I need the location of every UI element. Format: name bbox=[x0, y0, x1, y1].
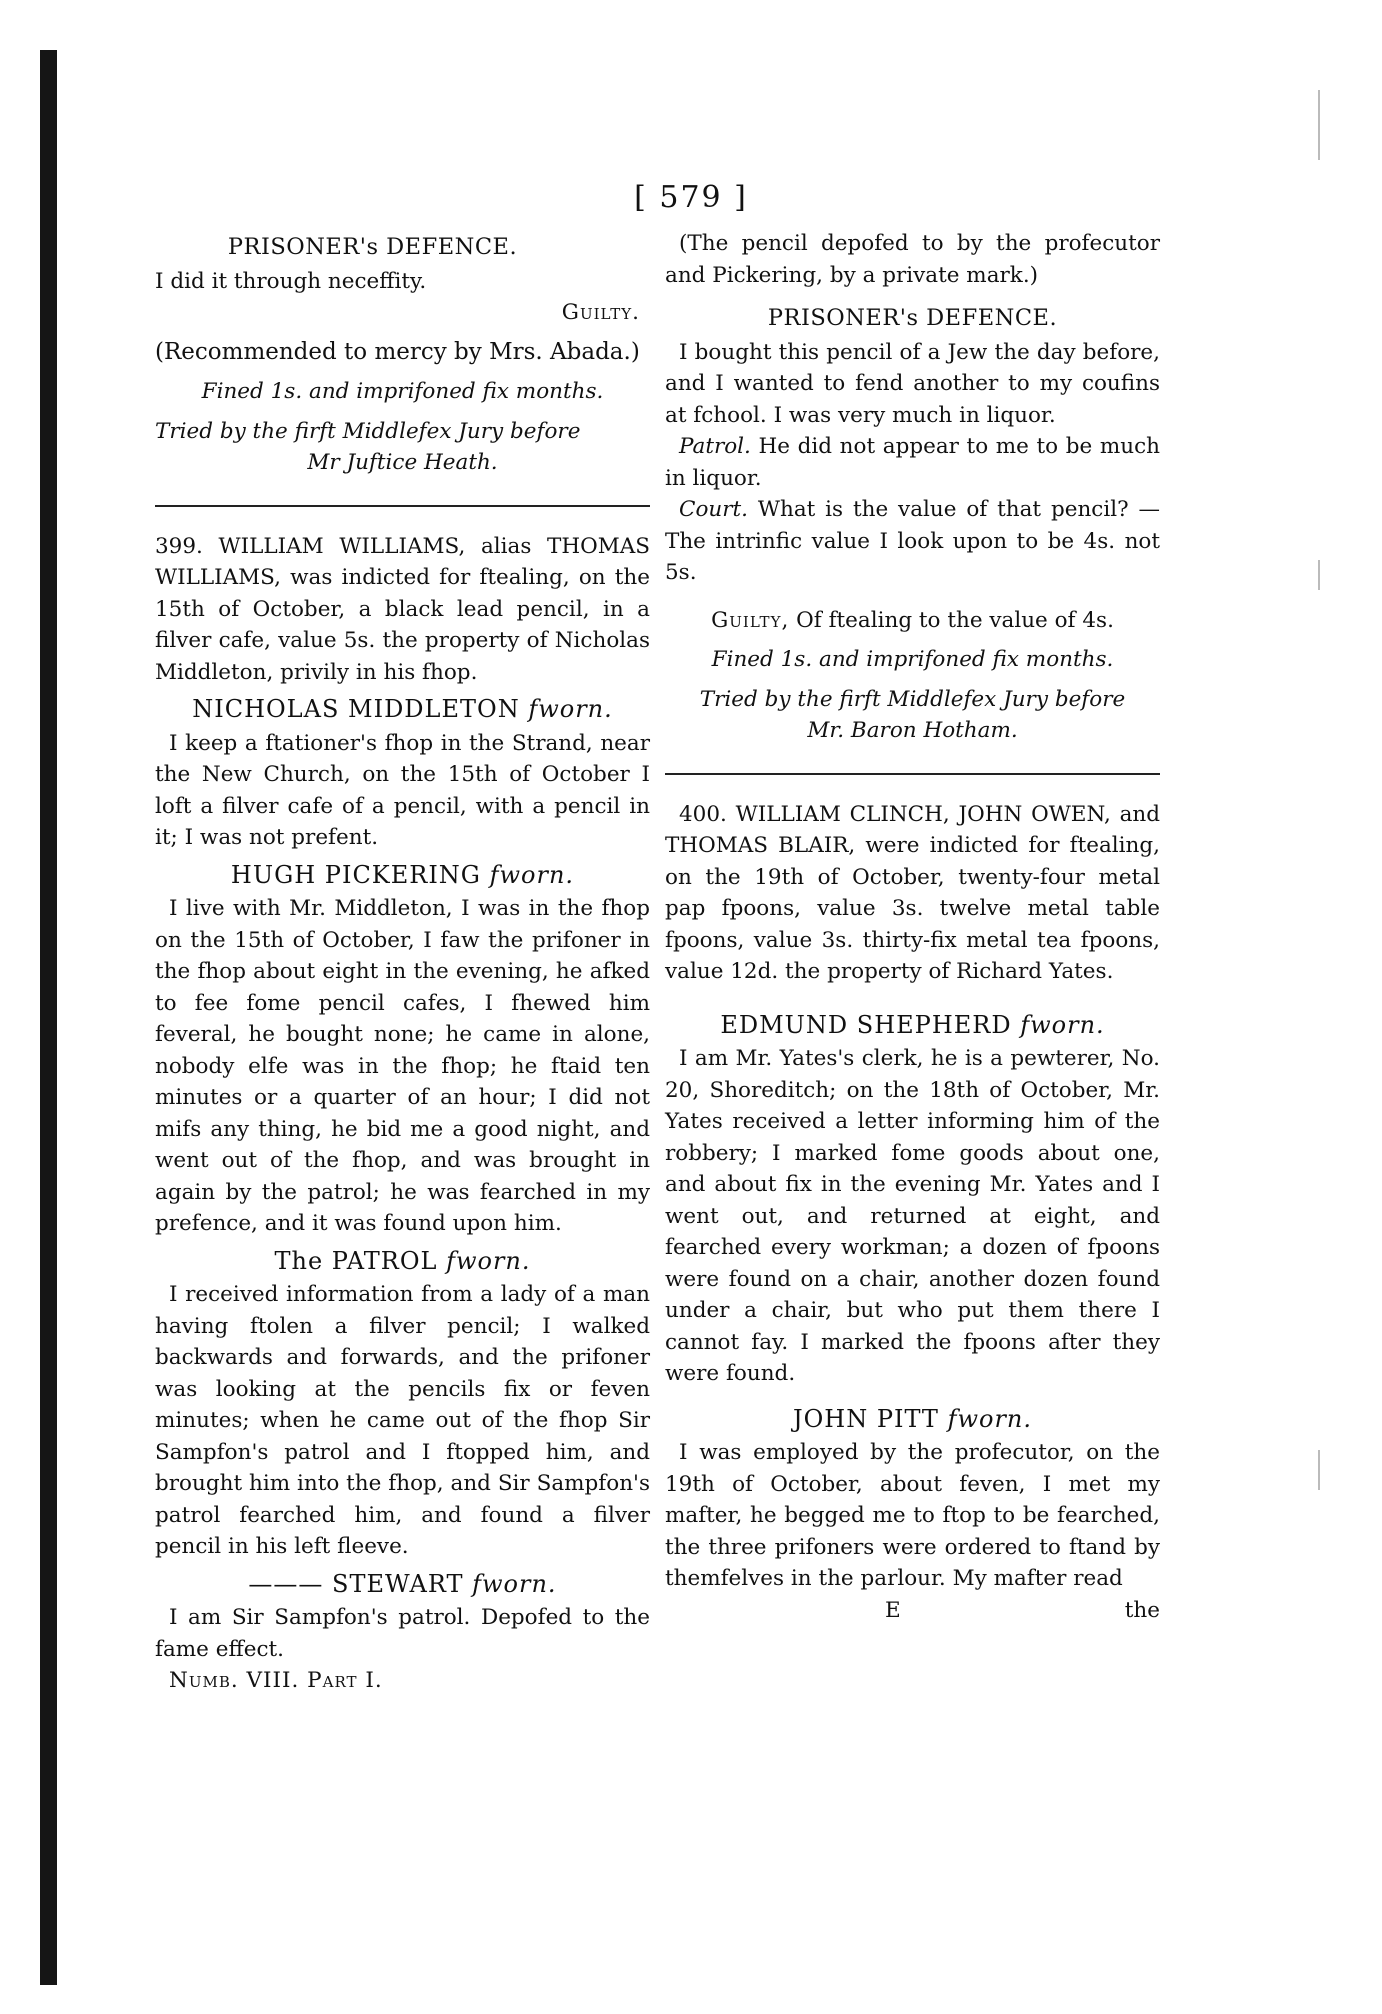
testimony: I was employed by the profecutor, on the 19th of October, about feven, I met my mafter, he begged me to ftop to be fearched, the three prifoners were ordered to ftand by themfelves in the parlour. My mafter read bbox=[665, 1440, 1160, 1591]
section-heading: PRISONER's DEFENCE. bbox=[767, 305, 1058, 331]
statement-text: He did not appear to me to be much in liquor. bbox=[665, 434, 1160, 491]
verdict bbox=[665, 605, 1160, 637]
sworn-label: fworn. bbox=[472, 1569, 557, 1598]
sworn-label: fworn. bbox=[947, 1404, 1033, 1433]
signature-footer: Numb. VIII. Part I. bbox=[169, 1668, 383, 1693]
case-paragraph: 400. WILLIAM CLINCH, JOHN OWEN, and THOMAS BLAIR, were indicted for ftealing, on the 19th of October, twenty-four metal pap fpoons, value 3s. twelve metal table fpoons, value 3s. thirty-fix metal tea fpoons, value 12d. the property of Richard Yates. bbox=[665, 801, 1160, 984]
section-heading: PRISONER's DEFENCE. bbox=[227, 234, 518, 260]
verdict-text: Of ftealing to the value of 4s. bbox=[796, 607, 1114, 633]
margin-mark bbox=[1318, 90, 1320, 160]
witness-name: ——— STEWART bbox=[248, 1569, 464, 1598]
paragraph: I did it through neceffity. bbox=[155, 268, 427, 294]
witness-heading bbox=[665, 1404, 1160, 1436]
margin-mark bbox=[1318, 1450, 1320, 1490]
judge-line: Mr Juftice Heath. bbox=[307, 450, 498, 475]
witness-heading bbox=[665, 1010, 1160, 1042]
page-footer bbox=[665, 1595, 1160, 1627]
witness-heading bbox=[155, 1569, 650, 1601]
sworn-label: fworn. bbox=[528, 695, 613, 723]
page-edge-shadow bbox=[40, 50, 57, 1985]
trial-line: Tried by the firft Middlefex Jury before bbox=[155, 418, 581, 444]
catchword: the bbox=[1124, 1597, 1160, 1623]
sworn-label: fworn. bbox=[1020, 1010, 1105, 1039]
testimony: I am Mr. Yates's clerk, he is a pewterer, No. 20, Shoreditch; on the 18th of October, Mr. Yates received a letter informing him of the robbery; I marked fome goods about one, and about fix in the evening Mr. Yates and I went out, and returned at eight, and fearched every workman; a dozen of fpoons were found on a chair, another dozen found under a chair, but who put them there I cannot fay. I marked the fpoons after they were found. bbox=[665, 1046, 1160, 1386]
sworn-label: fworn. bbox=[489, 860, 575, 889]
recommendation-note: (Recommended to mercy by Mrs. Abada.) bbox=[155, 338, 640, 365]
testimony: I received information from a lady of a man having ftolen a filver pencil; I walked backwards and forwards, and the prifoner was looking at the pencils fix or feven minutes; when he came out of the fhop Sir Sampfon's patrol and I ftopped him, and brought him into the fhop, and Sir Sampfon's patrol fearched him, and found a filver pencil in his left fleeve. bbox=[155, 1282, 650, 1559]
testimony: I am Sir Sampfon's patrol. Depofed to the fame effect. bbox=[155, 1605, 650, 1662]
witness-heading bbox=[155, 1246, 650, 1278]
section-rule bbox=[665, 773, 1160, 775]
verdict-label: Guilty, bbox=[711, 607, 790, 633]
trial-line: Tried by the firft Middlefex Jury before bbox=[699, 686, 1126, 712]
section-rule bbox=[155, 505, 650, 507]
paragraph: I bought this pencil of a Jew the day before, and I wanted to fend another to my coufins at fchool. I was very much in liquor. bbox=[665, 339, 1160, 428]
sentence: Fined 1s. and imprifoned fix months. bbox=[711, 647, 1114, 672]
sworn-label: fworn. bbox=[446, 1246, 531, 1275]
statement-text: What is the value of that pencil? —The intrinfic value I look upon to be 4s. not 5s. bbox=[665, 497, 1160, 585]
case-paragraph: 399. WILLIAM WILLIAMS, alias THOMAS WILLIAMS, was indicted for ftealing, on the 15th of October, a black lead pencil, in a filver cafe, value 5s. the property of Nicholas Middleton, privily in his fhop. bbox=[155, 533, 650, 685]
sentence: Fined 1s. and imprifoned fix months. bbox=[201, 379, 604, 404]
page-number: [ 579 ] bbox=[634, 180, 748, 215]
witness-name: NICHOLAS MIDDLETON bbox=[192, 695, 520, 723]
testimony: I live with Mr. Middleton, I was in the fhop on the 15th of October, I faw the prifoner in the fhop about eight in the evening, he afked to fee fome pencil cafes, I fhewed him feveral, he bought none; he came in alone, nobody elfe was in the fhop; he ftaid ten minutes or a quarter of an hour; I did not mifs any thing, he bid me a good night, and went out of the fhop, and was brought in again by the patrol; he was fearched in my prefence, and it was found upon him. bbox=[155, 896, 650, 1236]
patrol-statement bbox=[665, 431, 1160, 494]
left-column bbox=[155, 228, 650, 1697]
court-question bbox=[665, 494, 1160, 589]
witness-name: JOHN PITT bbox=[792, 1404, 939, 1433]
right-column bbox=[665, 228, 1160, 1626]
signature-mark: E bbox=[885, 1597, 901, 1623]
speaker-label: Patrol. bbox=[679, 434, 751, 459]
speaker-label: Court. bbox=[679, 497, 748, 522]
margin-mark bbox=[1318, 560, 1320, 590]
verdict: Guilty. bbox=[561, 300, 640, 325]
witness-name: HUGH PICKERING bbox=[230, 860, 481, 889]
judge-line: Mr. Baron Hotham. bbox=[807, 718, 1018, 743]
witness-name: The PATROL bbox=[274, 1246, 438, 1275]
evidence-note: (The pencil depofed to by the profecutor and Pickering, by a private mark.) bbox=[665, 231, 1160, 288]
witness-heading bbox=[155, 860, 650, 892]
witness-name: EDMUND SHEPHERD bbox=[720, 1010, 1012, 1039]
testimony: I keep a ftationer's fhop in the Strand, near the New Church, on the 15th of October I loft a filver cafe of a pencil, with a pencil in it; I was not prefent. bbox=[155, 730, 650, 850]
witness-heading bbox=[155, 694, 650, 726]
